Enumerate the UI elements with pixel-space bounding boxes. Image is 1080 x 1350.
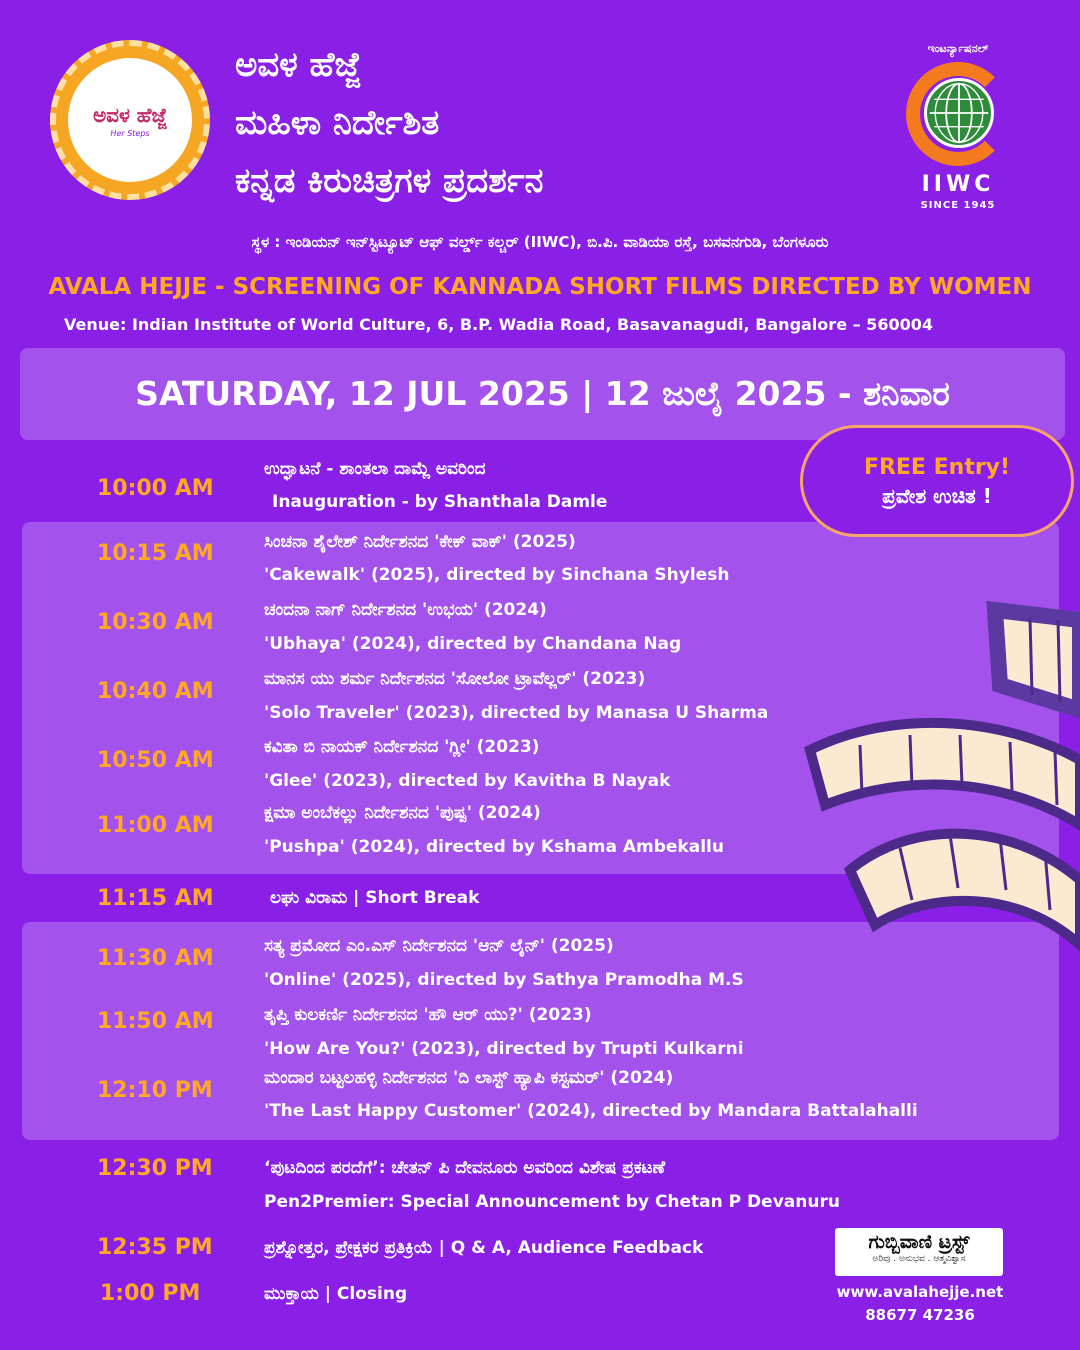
schedule-time: 10:50 AM (97, 748, 214, 773)
iiwc-logo (902, 42, 1014, 214)
globe-icon (924, 78, 994, 148)
title-line-3: ಕನ್ನಡ ಕಿರುಚಿತ್ರಗಳ ಪ್ರದರ್ಶನ (235, 161, 544, 201)
schedule-time: 12:30 PM (97, 1156, 213, 1181)
free-entry-en: FREE Entry! (863, 454, 1011, 480)
schedule-time: 11:30 AM (97, 946, 214, 971)
schedule-title-en: Inauguration - by Shanthala Damle (272, 492, 608, 512)
website-link[interactable]: www.avalahejje.net (836, 1283, 1004, 1301)
schedule-title-en: 'Glee' (2023), directed by Kavitha B Nayak (264, 771, 671, 791)
schedule-title-en: 'How Are You?' (2023), directed by Trupti Kulkarni (264, 1039, 744, 1059)
schedule-title-kn: ಮುಕ್ತಾಯ | Closing (264, 1284, 408, 1304)
schedule-title-kn: ಚಂದನಾ ನಾಗ್ ನಿರ್ದೇಶನದ 'ಉಭಯ' (2024) (264, 600, 547, 620)
event-date: SATURDAY, 12 JUL 2025 | 12 ಜುಲೈ 2025 - ಶನಿವಾರ (135, 374, 950, 413)
venue-kannada: ಸ್ಥಳ : ಇಂಡಿಯನ್ ಇನ್‌ಸ್ಟಿಟ್ಯೂಟ್ ಆಫ್ ವರ್ಲ್ಡ್ ಕಲ್ಚರ್ (IIWC), ಬಿ.ಪಿ. ವಾಡಿಯಾ ರಸ್ತೆ, ಬಸವನಗುಡಿ, ಬೆಂಗಳೂರು (251, 233, 829, 251)
title-line-2: ಮಹಿಳಾ ನಿರ್ದೇಶಿತ (235, 103, 440, 143)
schedule-title-en: Pen2Premier: Special Announcement by Chetan P Devanuru (264, 1192, 840, 1212)
title-line-1: ಅವಳ ಹೆಜ್ಜೆ (235, 45, 361, 85)
free-entry-badge (800, 425, 1074, 537)
schedule-title-kn: ಪ್ರಶ್ನೋತ್ತರ, ಪ್ರೇಕ್ಷಕರ ಪ್ರತಿಕ್ರಿಯೆ | Q & A, Audience Feedback (264, 1238, 704, 1258)
free-entry-kn: ಪ್ರವೇಶ ಉಚಿತ ! (882, 483, 992, 508)
schedule-title-en: 'Cakewalk' (2025), directed by Sinchana Shylesh (264, 565, 730, 585)
schedule-time: 11:00 AM (97, 813, 214, 838)
schedule-title-kn: ಸಿಂಚನಾ ಶೈಲೇಶ್ ನಿರ್ದೇಶನದ 'ಕೇಕ್ ವಾಕ್' (2025) (264, 532, 576, 552)
trust-name: ಗುಬ್ಬಿವಾಣಿ ಟ್ರಸ್ಟ್ (868, 1231, 970, 1253)
schedule-title-kn: ತೃಪ್ತಿ ಕುಲಕರ್ಣಿ ನಿರ್ದೇಶನದ 'ಹೌ ಆರ್ ಯು?' (2023) (264, 1005, 592, 1025)
iiwc-arc-text: ಇಂಟರ್ನ್ಯಾಷನಲ್ (927, 42, 989, 55)
schedule-title-kn: ಕವಿತಾ ಬಿ ನಾಯಕ್ ನಿರ್ದೇಶನದ 'ಗ್ಲೀ' (2023) (264, 737, 540, 757)
schedule-title-en: 'Pushpa' (2024), directed by Kshama Ambekallu (264, 837, 724, 857)
schedule-title-kn: ಮಂದಾರ ಬಟ್ಟಲಹಳ್ಳಿ ನಿರ್ದೇಶನದ 'ದಿ ಲಾಸ್ಟ್ ಹ್ಯಾಪಿ ಕಸ್ಟಮರ್' (2024) (264, 1068, 674, 1088)
schedule-time: 11:50 AM (97, 1009, 214, 1034)
phone-number: 88677 47236 (865, 1306, 975, 1324)
avala-hejje-logo (50, 40, 210, 200)
event-headline: AVALA HEJJE - SCREENING OF KANNADA SHORT FILMS DIRECTED BY WOMEN (48, 274, 1032, 300)
schedule-title-kn: ಲಘು ವಿರಾಮ | Short Break (270, 888, 480, 908)
schedule-title-kn: ಕ್ಷಮಾ ಅಂಬೆಕಲ್ಲು ನಿರ್ದೇಶನದ 'ಪುಷ್ಪ' (2024) (264, 803, 541, 823)
trust-tagline: ಅರಿವು . ಅನುಭವ . ಆತ್ಮವಿಶ್ವಾಸ (872, 1254, 966, 1264)
schedule-time: 12:10 PM (97, 1078, 213, 1103)
film-reel-icon (800, 590, 1080, 990)
schedule-time: 10:30 AM (97, 610, 214, 635)
schedule-title-kn: ‘ಪುಟದಿಂದ ಪರದೆಗೆ’: ಚೇತನ್ ಪಿ ದೇವನೂರು ಅವರಿಂದ ವಿಶೇಷ ಪ್ರಕಟಣೆ (264, 1158, 666, 1178)
page-title (235, 36, 543, 210)
schedule-title-en: 'Online' (2025), directed by Sathya Pramodha M.S (264, 970, 744, 990)
logo-left-sub: Her Steps (110, 128, 150, 138)
schedule-time: 1:00 PM (100, 1281, 201, 1306)
gubbivani-trust-logo (835, 1228, 1003, 1276)
schedule-title-en: 'Ubhaya' (2024), directed by Chandana Nag (264, 634, 682, 654)
schedule-time: 10:15 AM (97, 541, 214, 566)
schedule-title-kn: ಮಾನಸ ಯು ಶರ್ಮ ನಿರ್ದೇಶನದ 'ಸೋಲೋ ಟ್ರಾವೆಲ್ಲರ್' (2023) (264, 669, 646, 689)
logo-left-text: ಅವಳ ಹೆಜ್ಜೆ (92, 102, 168, 127)
schedule-time: 10:40 AM (97, 679, 214, 704)
schedule-time: 10:00 AM (97, 476, 214, 501)
schedule-title-kn: ಉದ್ಘಾಟನೆ - ಶಾಂತಲಾ ದಾಮ್ಲೆ ಅವರಿಂದ (264, 459, 486, 479)
venue-english: Venue: Indian Institute of World Culture, 6, B.P. Wadia Road, Basavanagudi, Bangalore – 560004 (64, 315, 933, 334)
schedule-title-en: 'Solo Traveler' (2023), directed by Manasa U Sharma (264, 703, 769, 723)
schedule-time: 11:15 AM (97, 886, 214, 911)
iiwc-since: SINCE 1945 (920, 200, 996, 211)
schedule-title-kn: ಸತ್ಯ ಪ್ರಮೋದ ಎಂ.ಎಸ್ ನಿರ್ದೇಶನದ 'ಆನ್ ಲೈನ್' (2025) (264, 936, 614, 956)
schedule-title-en: 'The Last Happy Customer' (2024), directed by Mandara Battalahalli (264, 1101, 918, 1121)
schedule-time: 12:35 PM (97, 1235, 213, 1260)
iiwc-name: IIWC (921, 172, 995, 197)
